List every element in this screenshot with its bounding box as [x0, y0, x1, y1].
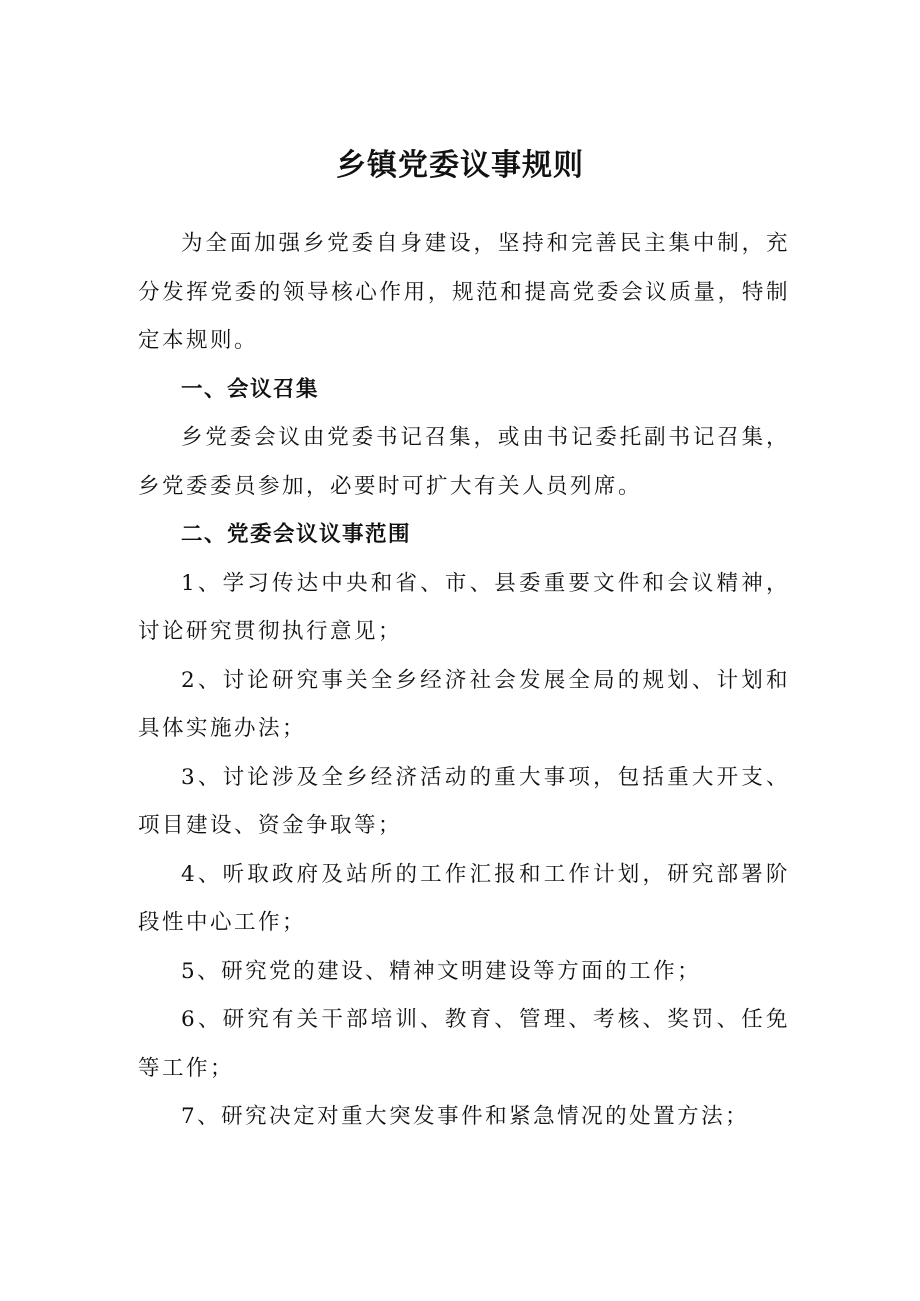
scope-item-1: 1、学习传达中央和省、市、县委重要文件和会议精神，讨论研究贯彻执行意见； [138, 570, 790, 644]
intro-paragraph: 为全面加强乡党委自身建设，坚持和完善民主集中制，充分发挥党委的领导核心作用，规范和提高党委会议质量，特制定本规则。 [138, 231, 790, 353]
convening-paragraph: 乡党委会议由党委书记召集，或由书记委托副书记召集，乡党委委员参加，必要时可扩大有关人员列席。 [138, 425, 790, 499]
section-heading-meeting-scope: 二、党委会议议事范围 [181, 522, 412, 547]
document-title: 乡镇党委议事规则 [336, 148, 584, 183]
scope-item-2: 2、讨论研究事关全乡经济社会发展全局的规划、计划和具体实施办法； [138, 667, 790, 741]
scope-item-4: 4、听取政府及站所的工作汇报和工作计划，研究部署阶段性中心工作； [138, 861, 790, 935]
scope-item-6: 6、研究有关干部培训、教育、管理、考核、奖罚、任免等工作； [138, 1007, 790, 1081]
scope-item-5: 5、研究党的建设、精神文明建设等方面的工作； [181, 958, 702, 984]
section-heading-meeting-convening: 一、会议召集 [181, 376, 320, 402]
scope-item-3: 3、讨论涉及全乡经济活动的重大事项，包括重大开支、项目建设、资金争取等； [138, 764, 790, 838]
scope-item-7: 7、研究决定对重大突发事件和紧急情况的处置方法； [181, 1104, 750, 1129]
document-body [138, 220, 790, 1142]
